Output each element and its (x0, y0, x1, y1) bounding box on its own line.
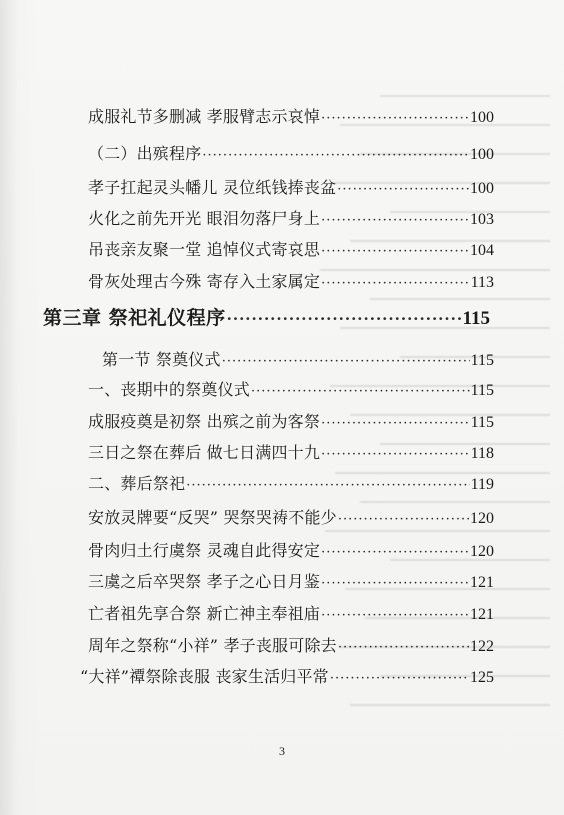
leader-dots (186, 478, 469, 493)
toc-entry[interactable] (88, 206, 494, 229)
toc-entry-title: 三虞之后卒哭祭 孝子之心日月鉴 (88, 572, 321, 591)
toc-chapter-entry[interactable] (43, 303, 490, 330)
toc-entry[interactable] (88, 505, 494, 528)
toc-entry[interactable] (88, 377, 494, 400)
toc-entry[interactable] (80, 664, 494, 687)
toc-entry-page: 122 (470, 638, 494, 655)
section-page: 115 (470, 352, 494, 369)
toc-entry-page: 115 (470, 414, 494, 431)
toc-entry-title: 骨肉归土行虞祭 灵魂自此得安定 (88, 541, 321, 560)
toc-entry-title: 孝子扛起灵头幡儿 灵位纸钱捧丧盆 (88, 178, 337, 197)
chapter-title: 第三章 祭祀礼仪程序 (43, 307, 226, 329)
toc-entry-title: 三日之祭在葬后 做七日满四十九 (88, 443, 321, 462)
leader-dots (227, 310, 462, 328)
toc-entry[interactable] (88, 269, 494, 292)
toc-entry-title: （二）出殡程序 (88, 144, 202, 163)
leader-dots (321, 111, 469, 126)
toc-entry-page: 100 (470, 146, 494, 163)
toc-entry-title: 安放灵牌要“反哭” 哭祭哭祷不能少 (88, 508, 337, 527)
toc-entry[interactable] (88, 175, 494, 198)
toc-entry[interactable] (88, 440, 494, 463)
toc-entry-title: 骨灰处理古今殊 寄存入土家属定 (88, 272, 321, 291)
toc-entry-page: 104 (470, 242, 494, 259)
toc-entry[interactable] (88, 409, 494, 432)
leader-dots (337, 182, 469, 197)
toc-entry[interactable] (88, 141, 494, 164)
leader-dots (321, 447, 470, 462)
toc-entry-title: “大祥”禫祭除丧服 丧家生活归平常 (80, 667, 329, 686)
leader-dots (338, 640, 469, 655)
toc-entry[interactable] (88, 601, 494, 624)
toc-entry-page: 113 (470, 274, 494, 291)
section-title: 第一节 祭奠仪式 (102, 350, 221, 369)
leader-dots (321, 213, 469, 228)
toc-entry-title: 成服礼节多删减 孝服臂志示哀悼 (88, 107, 321, 126)
page-number: 3 (279, 744, 285, 758)
toc-entry[interactable] (88, 471, 494, 494)
leader-dots (251, 384, 470, 399)
toc-entry-page: 103 (470, 211, 494, 228)
toc-entry[interactable] (88, 538, 494, 561)
toc-entry[interactable] (88, 104, 494, 127)
toc-entry-page: 121 (470, 606, 494, 623)
leader-dots (330, 671, 469, 686)
toc-entry-page: 115 (470, 382, 494, 399)
toc-entry-title: 二、葬后祭祀 (88, 474, 186, 493)
toc-entry[interactable] (88, 237, 494, 260)
leader-dots (321, 545, 469, 560)
toc-entry-title: 一、丧期中的祭奠仪式 (88, 380, 251, 399)
leader-dots (321, 416, 470, 431)
toc-entry-page: 100 (470, 180, 494, 197)
toc-entry-title: 吊丧亲友聚一堂 追悼仪式寄哀思 (88, 240, 321, 259)
leader-dots (321, 276, 470, 291)
toc-entry-page: 120 (470, 510, 494, 527)
toc-entry-title: 火化之前先开光 眼泪勿落尸身上 (88, 209, 321, 228)
leader-dots (222, 354, 470, 369)
toc-entry-page: 121 (470, 574, 494, 591)
toc-entry-title: 成服疫奠是初祭 出殡之前为客祭 (88, 412, 321, 431)
toc-entry-page: 125 (470, 669, 494, 686)
chapter-page: 115 (462, 308, 490, 329)
toc-entry-page: 100 (470, 109, 494, 126)
leader-dots (321, 244, 469, 259)
toc-entry-page: 120 (470, 543, 494, 560)
toc-entry-title: 亡者祖先享合祭 新亡神主奉祖庙 (88, 604, 321, 623)
leader-dots (321, 576, 469, 591)
leader-dots (321, 608, 469, 623)
toc-entry-page: 119 (470, 476, 494, 493)
leader-dots (202, 148, 469, 163)
toc-section-entry[interactable] (102, 347, 494, 370)
toc-entry[interactable] (88, 633, 494, 656)
toc-entry-page: 118 (470, 445, 494, 462)
toc-entry-title: 周年之祭称“小祥” 孝子丧服可除去 (88, 636, 337, 655)
toc-entry[interactable] (88, 569, 494, 592)
leader-dots (338, 512, 469, 527)
